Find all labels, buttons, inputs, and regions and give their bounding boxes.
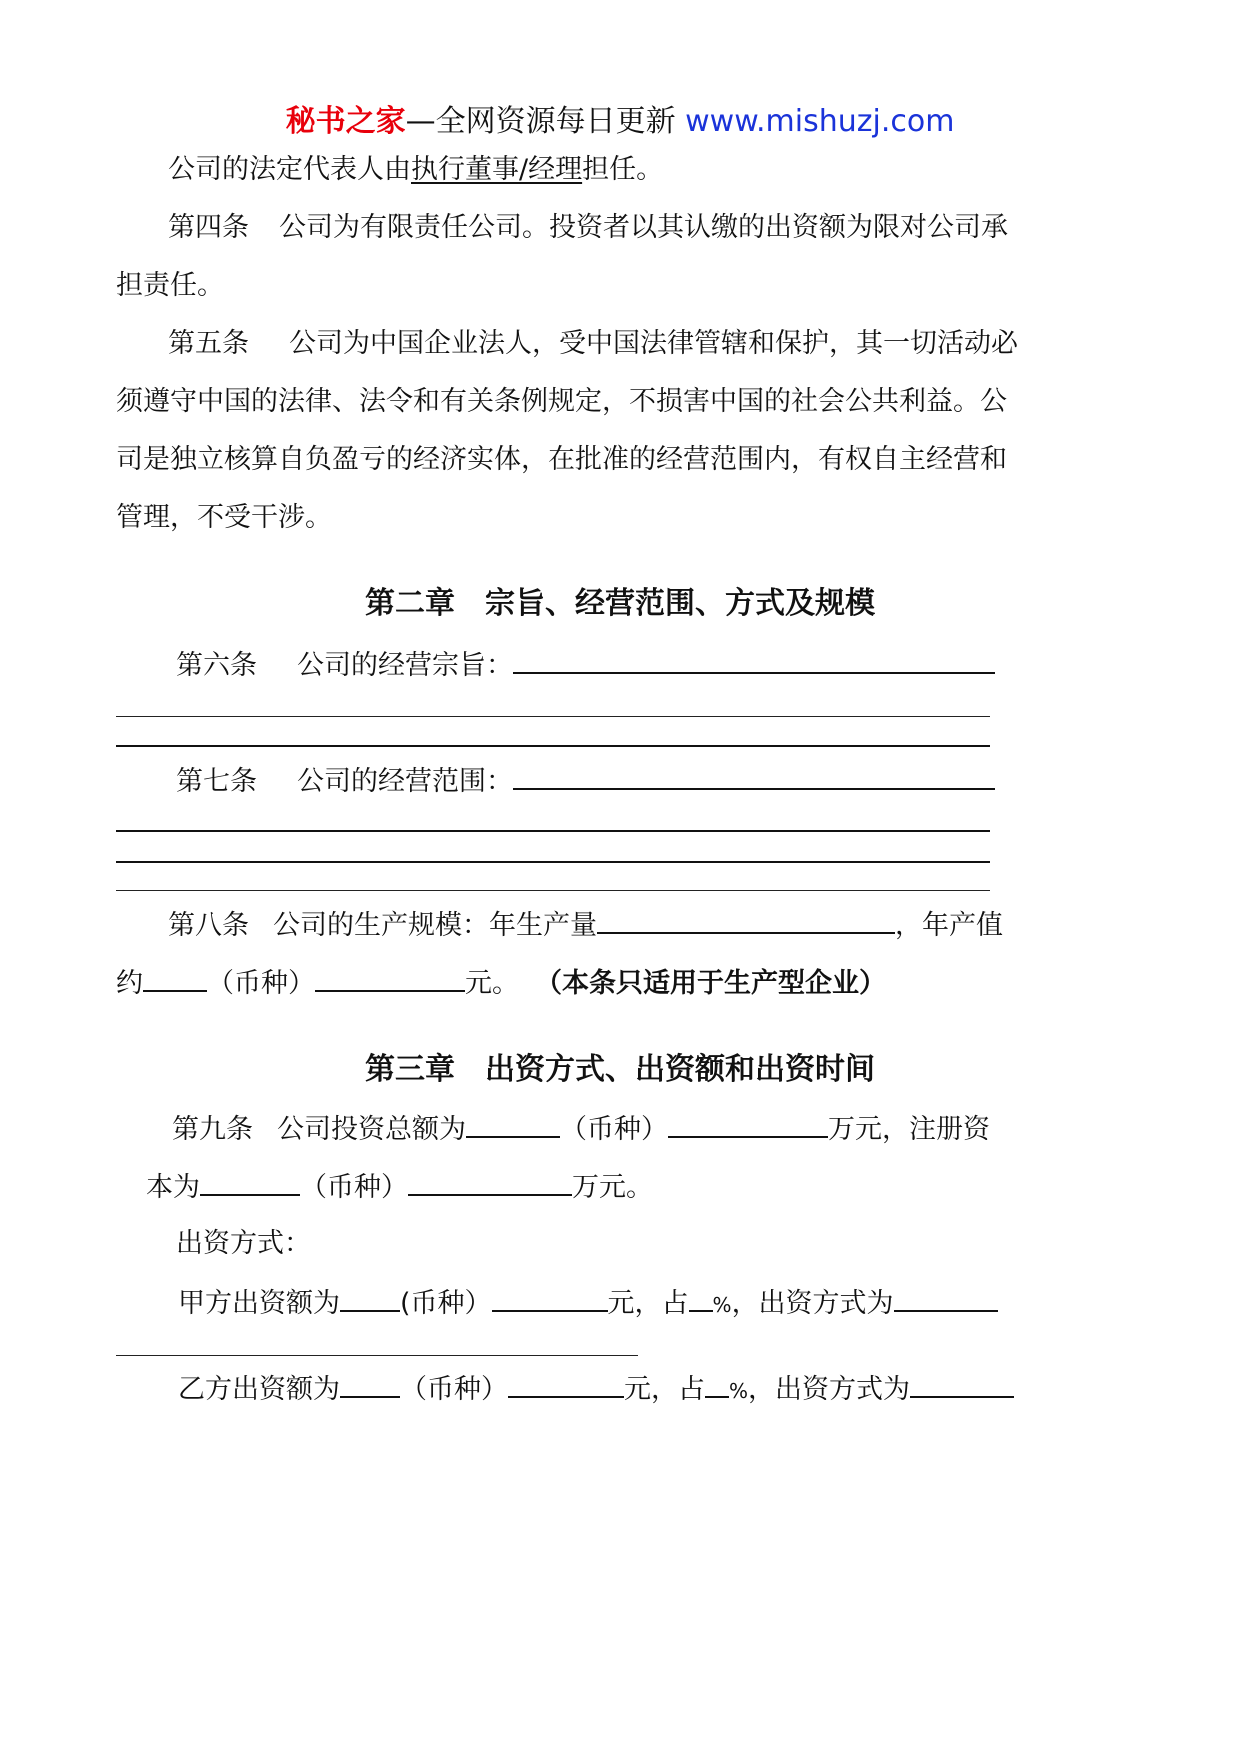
party-a-fill-line[interactable] bbox=[116, 1355, 638, 1356]
article-5-text: 公司为中国企业法人，受中国法律管辖和保护，其一切活动必 bbox=[289, 328, 1018, 359]
party-b-method-blank[interactable] bbox=[910, 1368, 1014, 1398]
annual-value-amount-blank[interactable] bbox=[315, 962, 465, 992]
article-7-fill-line-3[interactable] bbox=[116, 890, 990, 891]
header-slogan: —全网资源每日更新 bbox=[405, 104, 686, 139]
article-7-blank[interactable] bbox=[513, 760, 995, 790]
article-6-text: 公司的经营宗旨： bbox=[297, 650, 513, 681]
article-9-line2-pre: 本为 bbox=[146, 1172, 200, 1203]
article-6-fill-line-1[interactable] bbox=[116, 716, 990, 717]
annual-output-blank[interactable] bbox=[597, 904, 895, 934]
article-5-line-2: 须遵守中国的法律、法令和有关条例规定，不损害中国的社会公共利益。公 bbox=[116, 386, 1007, 417]
rep-text-post: 担任。 bbox=[582, 154, 664, 185]
party-a-yuan: 元，占 bbox=[607, 1288, 689, 1319]
brand-name: 秘书之家 bbox=[285, 104, 406, 139]
party-a-percent-blank[interactable] bbox=[689, 1282, 713, 1312]
party-b-method: ，出资方式为 bbox=[748, 1374, 911, 1405]
article-9-line-1 bbox=[172, 1108, 990, 1150]
party-b-currency: （币种） bbox=[400, 1374, 508, 1405]
party-b-percent-blank[interactable] bbox=[705, 1368, 729, 1398]
article-5-line-3: 司是独立核算自负盈亏的经济实体，在批准的经营范围内，有权自主经营和 bbox=[116, 444, 1007, 475]
party-b-currency-blank[interactable] bbox=[340, 1368, 400, 1398]
article-9-currency-2: （币种） bbox=[300, 1172, 408, 1203]
article-8-line-1 bbox=[168, 904, 1003, 946]
party-b-line bbox=[178, 1368, 1014, 1411]
article-9-text: 公司投资总额为 bbox=[277, 1114, 466, 1145]
party-a-currency: (币种） bbox=[400, 1288, 492, 1319]
registered-capital-currency-blank[interactable] bbox=[200, 1166, 300, 1196]
article-8-after-blank: ，年产值 bbox=[895, 910, 1003, 941]
party-b-yuan: 元，占 bbox=[624, 1374, 705, 1405]
annual-value-currency-blank[interactable] bbox=[143, 962, 207, 992]
chapter-2-heading: 第二章 宗旨、经营范围、方式及规模 bbox=[365, 586, 875, 621]
article-4-line-2: 担责任。 bbox=[116, 270, 224, 301]
party-a-method: ，出资方式为 bbox=[731, 1288, 894, 1319]
contribution-title: 出资方式： bbox=[176, 1228, 311, 1259]
total-investment-amount-blank[interactable] bbox=[668, 1108, 828, 1138]
party-b-pre: 乙方出资额为 bbox=[178, 1374, 340, 1405]
total-investment-currency-blank[interactable] bbox=[466, 1108, 560, 1138]
article-7-line bbox=[176, 760, 995, 802]
article-9-wanyuan: 万元，注册资 bbox=[828, 1114, 990, 1145]
article-5-line-1 bbox=[168, 324, 1018, 364]
article-9-line-2 bbox=[146, 1166, 653, 1208]
article-8-currency: （币种） bbox=[207, 968, 315, 999]
party-a-pre: 甲方出资额为 bbox=[178, 1288, 340, 1319]
article-8-yuan: 元。 bbox=[465, 968, 519, 999]
article-7-fill-line-1[interactable] bbox=[116, 830, 990, 832]
article-6-fill-line-2[interactable] bbox=[116, 745, 990, 747]
party-a-currency-blank[interactable] bbox=[340, 1282, 400, 1312]
article-5-line-4: 管理，不受干涉。 bbox=[116, 502, 332, 533]
article-6-label: 第六条 bbox=[176, 650, 257, 681]
article-4-label: 第四条 bbox=[168, 212, 249, 243]
article-6-blank[interactable] bbox=[513, 644, 995, 674]
party-a-line bbox=[178, 1282, 998, 1325]
article-9-line2-post: 万元。 bbox=[572, 1172, 653, 1203]
article-5-label: 第五条 bbox=[168, 328, 249, 359]
article-8-label: 第八条 bbox=[168, 910, 249, 941]
article-4-line-1 bbox=[168, 208, 1008, 248]
article-6-line bbox=[176, 644, 995, 686]
site-url-link[interactable]: www.mishuzj.com bbox=[685, 104, 955, 139]
article-9-label: 第九条 bbox=[172, 1114, 253, 1145]
article-7-label: 第七条 bbox=[176, 766, 257, 797]
party-b-percent: % bbox=[729, 1379, 749, 1403]
article-7-text: 公司的经营范围： bbox=[297, 766, 513, 797]
article-8-text: 公司的生产规模：年生产量 bbox=[273, 910, 597, 941]
article-8-line2-pre: 约 bbox=[116, 968, 143, 999]
registered-capital-amount-blank[interactable] bbox=[408, 1166, 572, 1196]
article-7-fill-line-2[interactable] bbox=[116, 861, 990, 863]
chapter-3-heading: 第三章 出资方式、出资额和出资时间 bbox=[365, 1052, 875, 1087]
article-9-currency: （币种） bbox=[560, 1114, 668, 1145]
party-a-method-blank[interactable] bbox=[894, 1282, 998, 1312]
party-a-amount-blank[interactable] bbox=[492, 1282, 608, 1312]
article-8-note: （本条只适用于生产型企业） bbox=[535, 968, 886, 999]
site-header bbox=[0, 100, 1240, 144]
rep-text-underlined: 执行董事/经理 bbox=[411, 154, 583, 185]
article-8-line-2 bbox=[116, 962, 886, 1004]
party-a-percent: % bbox=[712, 1293, 732, 1317]
party-b-amount-blank[interactable] bbox=[508, 1368, 624, 1398]
article-4-text: 公司为有限责任公司。投资者以其认缴的出资额为限对公司承 bbox=[279, 212, 1008, 243]
rep-text-pre: 公司的法定代表人由 bbox=[168, 154, 411, 185]
legal-representative-paragraph bbox=[168, 150, 663, 190]
